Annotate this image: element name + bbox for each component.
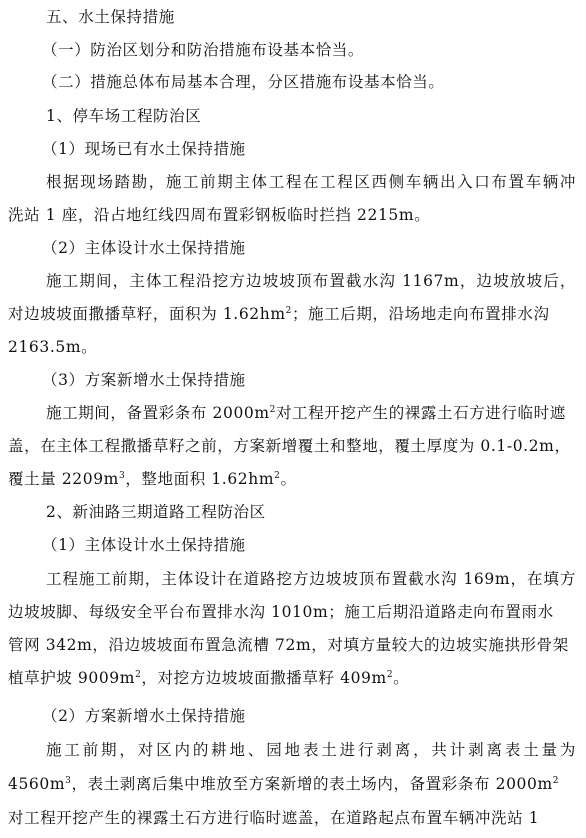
subsection-heading: 2、新油路三期道路工程防治区 [46, 503, 266, 521]
paragraph-line [8, 668, 409, 688]
text-run: 4560m [8, 775, 66, 793]
text-run: 施工期间，备置彩条布 2000m [46, 404, 270, 422]
paragraph-line: 盖，在主体工程撒播草籽之前，方案新增覆土和整地，覆土厚度为 0.1-0.2m， [8, 437, 571, 455]
subsection-item: （3）方案新增水土保持措施 [42, 371, 246, 389]
subsection-item: （1）现场已有水土保持措施 [42, 140, 246, 158]
text-run: 植草护坡 9009m [8, 669, 136, 687]
text-run: ，整地面积 1.62hm [125, 470, 275, 488]
text-run: 。 [393, 669, 410, 687]
text-run: 对边坡坡面撒播草籽，面积为 1.62hm [8, 305, 286, 323]
paragraph-line: 管网 342m，沿边坡坡面布置急流槽 72m，对填方量较大的边坡实施拱形骨架 [8, 636, 569, 654]
text-run: 。 [280, 470, 297, 488]
superscript: 2 [552, 775, 560, 786]
superscript: 2 [386, 669, 394, 680]
text-run: ，对挖方边坡坡面撒播草籽 409m [141, 669, 387, 687]
superscript: 3 [118, 470, 126, 481]
paragraph-line: 根据现场踏勘，施工前期主体工程在工程区西侧车辆出入口布置车辆冲 [46, 173, 576, 191]
text-run: ，表土剥离后集中堆放至方案新增的表土场内，备置彩条布 2000m [71, 775, 553, 793]
paragraph-line: 洗站 1 座，沿占地红线四周布置彩钢板临时拦挡 2215m。 [8, 206, 431, 224]
paragraph-line: 工程施工前期，主体设计在道路挖方边坡坡顶布置截水沟 169m，在填方 [46, 570, 576, 588]
paragraph-line [46, 403, 566, 423]
subsection-item: （1）主体设计水土保持措施 [42, 536, 246, 554]
paragraph-line: 施工前期，对区内的耕地、园地表土进行剥离，共计剥离表土量为 [46, 741, 576, 759]
superscript: 2 [285, 305, 292, 316]
subsection-heading: 1、停车场工程防治区 [46, 107, 202, 125]
subsection-item: （2）方案新增水土保持措施 [42, 707, 246, 725]
subsection-item: （2）主体设计水土保持措施 [42, 239, 246, 257]
paragraph-line [8, 304, 550, 324]
paragraph-line [8, 774, 559, 794]
superscript: 3 [65, 775, 72, 786]
paragraph: （一）防治区划分和防治措施布设基本恰当。 [42, 41, 365, 59]
paragraph-line [8, 469, 297, 489]
text-run: ；施工后期，沿场地走向布置排水沟 [291, 305, 550, 323]
paragraph: （二）措施总体布局基本合理，分区措施布设基本恰当。 [42, 73, 445, 91]
superscript: 2 [269, 404, 276, 415]
superscript: 2 [274, 470, 281, 481]
section-heading: 五、水土保持措施 [46, 8, 175, 26]
paragraph-line: 对工程开挖产生的裸露土石方进行临时遮盖，在道路起点布置车辆冲洗站 1 [8, 809, 540, 827]
paragraph-line: 2163.5m。 [8, 338, 98, 356]
superscript: 2 [135, 669, 142, 680]
paragraph-line: 施工期间，主体工程沿挖方边坡坡顶布置截水沟 1167m，边坡放坡后， [46, 272, 576, 290]
paragraph-line: 边坡坡脚、每级安全平台布置排水沟 1010m；施工后期沿道路走向布置雨水 [8, 603, 554, 621]
text-run: 对工程开挖产生的裸露土石方进行临时遮 [276, 404, 566, 422]
text-run: 覆土量 2209m [8, 470, 119, 488]
